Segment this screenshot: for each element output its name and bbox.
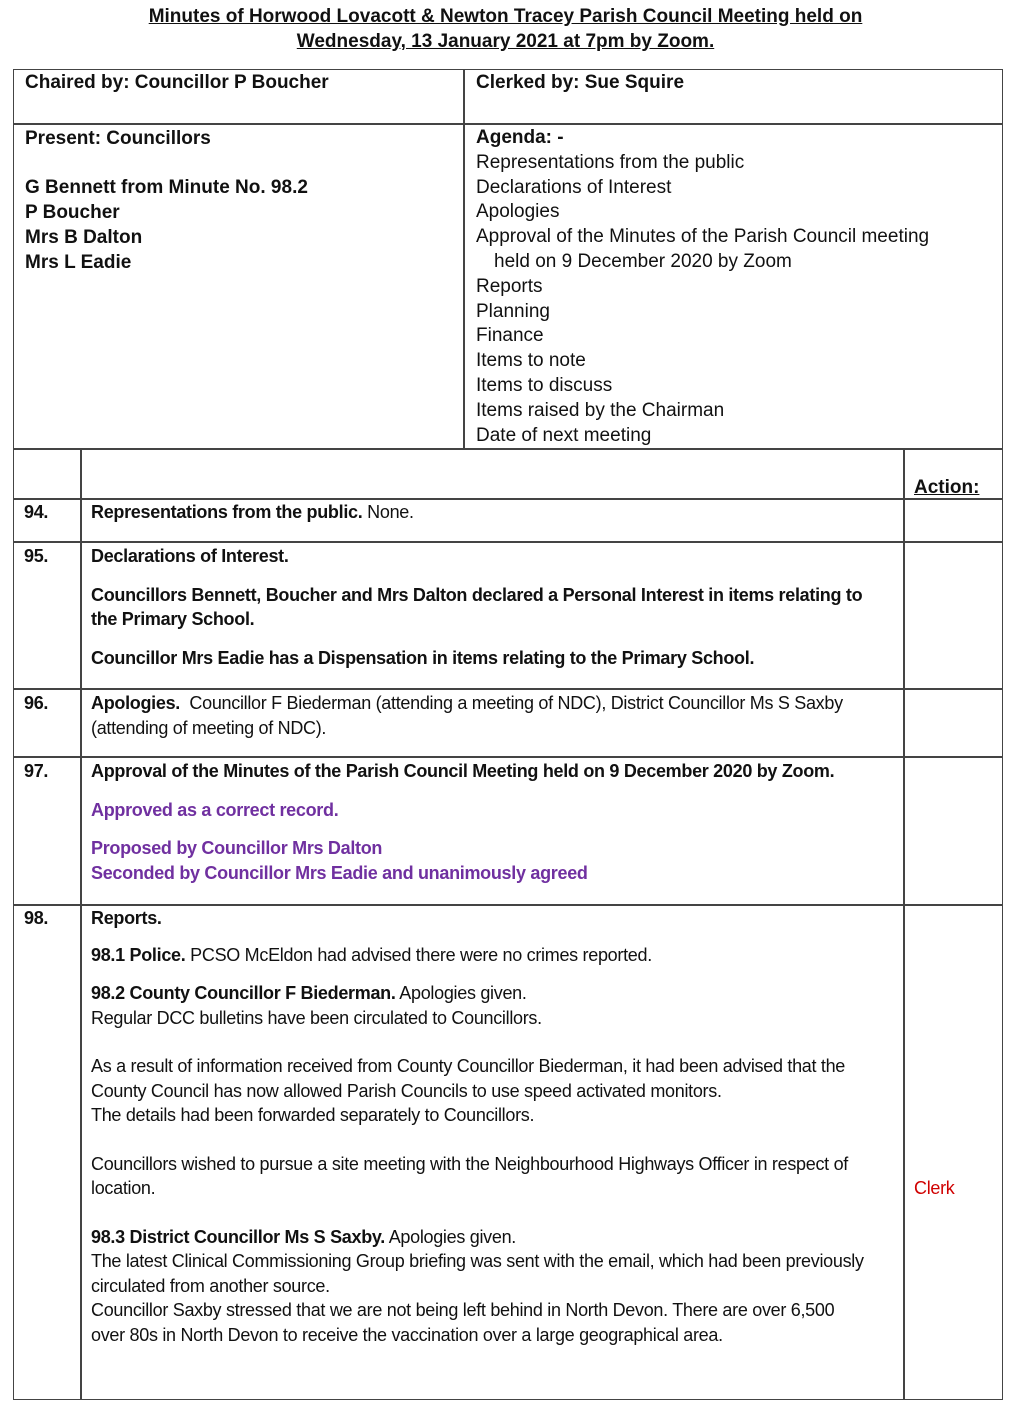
minute-95 bbox=[91, 544, 891, 670]
report-line: circulated from another source. bbox=[91, 1275, 330, 1296]
report-line: Councillors wished to pursue a site meeting with the Neighbourhood Highways Officer in respect of bbox=[91, 1153, 848, 1174]
minute-number: 94. bbox=[24, 502, 49, 522]
report-district bbox=[91, 1225, 896, 1250]
report-line: County Council has now allowed Parish Councils to use speed activated monitors. bbox=[91, 1080, 722, 1101]
agenda-item: Declarations of Interest bbox=[476, 176, 672, 198]
present-label: Present: Councillors bbox=[25, 128, 211, 149]
minute-97 bbox=[91, 759, 896, 885]
report-line: over 80s in North Devon to receive the vaccination over a large geographical area. bbox=[91, 1324, 723, 1345]
resolution-seconded: Seconded by Councillor Mrs Eadie and unanimously agreed bbox=[91, 862, 588, 883]
agenda-item: Items raised by the Chairman bbox=[476, 399, 725, 421]
minute-text: Councillor F Biederman (attending a meeting of NDC), District Councillor Ms S Saxby (attending of meeting of NDC). bbox=[91, 693, 843, 738]
report-text: Apologies given. bbox=[388, 1226, 516, 1247]
agenda-item: Reports bbox=[476, 275, 543, 297]
report-text: PCSO McEldon had advised there were no crimes reported. bbox=[190, 944, 652, 965]
report-police bbox=[91, 943, 896, 968]
report-line: The latest Clinical Commissioning Group briefing was sent with the email, which had been previously bbox=[91, 1251, 864, 1271]
agenda-item: Apologies bbox=[476, 201, 560, 223]
report-line: Regular DCC bulletins have been circulated to Councillors. bbox=[91, 1007, 542, 1028]
present-item: Mrs B Dalton bbox=[25, 227, 143, 248]
row-divider bbox=[13, 541, 1003, 543]
minute-heading: Reports. bbox=[91, 908, 162, 928]
title-line-2: Wednesday, 13 January 2021 at 7pm by Zoom. bbox=[296, 31, 715, 52]
header-divider-horizontal bbox=[13, 123, 1003, 125]
clerked-by: Clerked by: Sue Squire bbox=[476, 72, 685, 93]
minute-96 bbox=[91, 691, 881, 740]
minute-paragraph: Councillor Mrs Eadie has a Dispensation in items relating to the Primary School. bbox=[91, 647, 755, 668]
agenda-item: held on 9 December 2020 by Zoom bbox=[494, 250, 792, 272]
minute-heading: Apologies. bbox=[91, 693, 181, 713]
minute-heading: Declarations of Interest. bbox=[91, 546, 289, 566]
resolution-approved: Approved as a correct record. bbox=[91, 799, 339, 820]
present-item: P Boucher bbox=[25, 202, 120, 223]
document-title bbox=[0, 4, 1011, 54]
present-section bbox=[25, 126, 455, 275]
agenda-item: Approval of the Minutes of the Parish Council meeting bbox=[476, 226, 930, 248]
agenda-label: Agenda: - bbox=[476, 127, 564, 148]
report-line: The details had been forwarded separately to Councillors. bbox=[91, 1105, 535, 1125]
minute-number: 96. bbox=[24, 693, 49, 713]
agenda-item: Items to discuss bbox=[476, 374, 613, 396]
action-clerk: Clerk bbox=[914, 1178, 955, 1198]
report-county bbox=[91, 981, 896, 1006]
title-line-1: Minutes of Horwood Lovacott & Newton Tracey Parish Council Meeting held on bbox=[148, 6, 863, 27]
resolution-proposed: Proposed by Councillor Mrs Dalton bbox=[91, 838, 383, 858]
row-divider bbox=[13, 688, 1003, 690]
report-heading: 98.1 Police. bbox=[91, 944, 186, 965]
agenda-item: Date of next meeting bbox=[476, 424, 652, 446]
minute-number: 98. bbox=[24, 908, 49, 928]
agenda-item: Items to note bbox=[476, 350, 586, 372]
minute-heading: Representations from the public. bbox=[91, 502, 363, 522]
minute-text: None. bbox=[367, 502, 414, 522]
minute-heading: Approval of the Minutes of the Parish Council Meeting held on 9 December 2020 by Zoom. bbox=[91, 761, 835, 781]
minute-98 bbox=[91, 906, 896, 1347]
agenda-item: Finance bbox=[476, 325, 544, 347]
minute-94 bbox=[91, 500, 896, 525]
present-item: Mrs L Eadie bbox=[25, 252, 132, 273]
minutes-col-divider-2 bbox=[903, 449, 905, 1400]
report-heading: 98.2 County Councillor F Biederman. bbox=[91, 983, 396, 1003]
minute-paragraph: Councillors Bennett, Boucher and Mrs Dalton declared a Personal Interest in items relating to the Primary School. bbox=[91, 584, 863, 629]
header-divider-vertical bbox=[463, 69, 465, 449]
report-line: location. bbox=[91, 1178, 156, 1198]
chaired-by: Chaired by: Councillor P Boucher bbox=[25, 72, 329, 93]
report-heading: 98.3 District Councillor Ms S Saxby. bbox=[91, 1226, 385, 1247]
agenda-section bbox=[476, 126, 996, 448]
report-text: Apologies given. bbox=[399, 983, 527, 1003]
report-line: As a result of information received from County Councillor Biederman, it had been advised that the bbox=[91, 1056, 846, 1076]
minute-number: 97. bbox=[24, 761, 49, 781]
action-header: Action: bbox=[914, 477, 980, 498]
minutes-col-divider-1 bbox=[80, 449, 82, 1400]
report-line: Councillor Saxby stressed that we are not being left behind in North Devon. There are over 6,500 bbox=[91, 1300, 835, 1320]
minute-number: 95. bbox=[24, 546, 49, 566]
agenda-item: Planning bbox=[476, 300, 550, 322]
agenda-item: Representations from the public bbox=[476, 151, 745, 173]
present-item: G Bennett from Minute No. 98.2 bbox=[25, 177, 308, 198]
row-divider bbox=[13, 756, 1003, 758]
